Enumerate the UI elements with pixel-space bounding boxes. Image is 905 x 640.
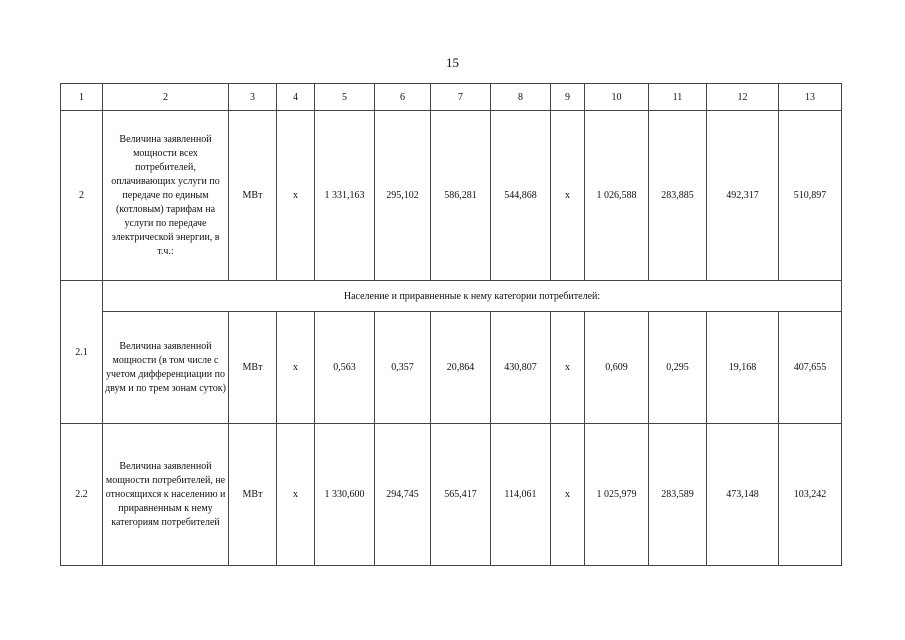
cell-value: 565,417 bbox=[431, 424, 491, 566]
tariff-table bbox=[60, 83, 842, 566]
row-number: 2.1 bbox=[61, 281, 103, 424]
cell-value: 1 331,163 bbox=[315, 111, 375, 281]
subheader-row bbox=[61, 281, 842, 312]
cell-value: x bbox=[277, 312, 315, 424]
cell-value: x bbox=[277, 424, 315, 566]
col-header: 9 bbox=[551, 84, 585, 111]
cell-value: x bbox=[551, 424, 585, 566]
cell-value: 473,148 bbox=[707, 424, 779, 566]
col-header: 6 bbox=[375, 84, 431, 111]
row-number: 2 bbox=[61, 111, 103, 281]
cell-value: 0,357 bbox=[375, 312, 431, 424]
row-number: 2.2 bbox=[61, 424, 103, 566]
col-header: 8 bbox=[491, 84, 551, 111]
row-unit: МВт bbox=[229, 312, 277, 424]
cell-value: 295,102 bbox=[375, 111, 431, 281]
cell-value: 294,745 bbox=[375, 424, 431, 566]
col-header: 4 bbox=[277, 84, 315, 111]
row-label: Величина заявленной мощности всех потребителей, оплачивающих услуги по передаче по единым (котловым) тарифам на услуги по передаче электрической энергии, в т.ч.: bbox=[103, 111, 229, 281]
col-header: 7 bbox=[431, 84, 491, 111]
col-header: 5 bbox=[315, 84, 375, 111]
col-header: 3 bbox=[229, 84, 277, 111]
cell-value: 1 026,588 bbox=[585, 111, 649, 281]
table-row bbox=[61, 111, 842, 281]
row-unit: МВт bbox=[229, 424, 277, 566]
cell-value: 1 330,600 bbox=[315, 424, 375, 566]
cell-value: 407,655 bbox=[779, 312, 842, 424]
cell-value: x bbox=[551, 111, 585, 281]
col-header: 1 bbox=[61, 84, 103, 111]
cell-value: 20,864 bbox=[431, 312, 491, 424]
row-unit: МВт bbox=[229, 111, 277, 281]
row-label: Величина заявленной мощности потребителей, не относящихся к населению и приравненным к нему категориям потребителей bbox=[103, 424, 229, 566]
cell-value: 586,281 bbox=[431, 111, 491, 281]
cell-value: x bbox=[277, 111, 315, 281]
cell-value: 430,807 bbox=[491, 312, 551, 424]
cell-value: 103,242 bbox=[779, 424, 842, 566]
cell-value: 0,609 bbox=[585, 312, 649, 424]
cell-value: 283,589 bbox=[649, 424, 707, 566]
cell-value: 544,868 bbox=[491, 111, 551, 281]
col-header: 2 bbox=[103, 84, 229, 111]
cell-value: 0,295 bbox=[649, 312, 707, 424]
col-header: 11 bbox=[649, 84, 707, 111]
cell-value: 0,563 bbox=[315, 312, 375, 424]
table-row bbox=[61, 424, 842, 566]
cell-value: 283,885 bbox=[649, 111, 707, 281]
cell-value: 19,168 bbox=[707, 312, 779, 424]
table-row bbox=[61, 312, 842, 424]
cell-value: 1 025,979 bbox=[585, 424, 649, 566]
col-header: 13 bbox=[779, 84, 842, 111]
cell-value: 492,317 bbox=[707, 111, 779, 281]
cell-value: x bbox=[551, 312, 585, 424]
page-number: 15 bbox=[446, 55, 459, 70]
cell-value: 114,061 bbox=[491, 424, 551, 566]
col-header: 12 bbox=[707, 84, 779, 111]
row-label: Величина заявленной мощности (в том числе с учетом дифференциации по двум и по трем зонам суток) bbox=[103, 312, 229, 424]
cell-value: 510,897 bbox=[779, 111, 842, 281]
section-subheader: Население и приравненные к нему категории потребителей: bbox=[103, 281, 842, 312]
col-header: 10 bbox=[585, 84, 649, 111]
header-row bbox=[61, 84, 842, 111]
